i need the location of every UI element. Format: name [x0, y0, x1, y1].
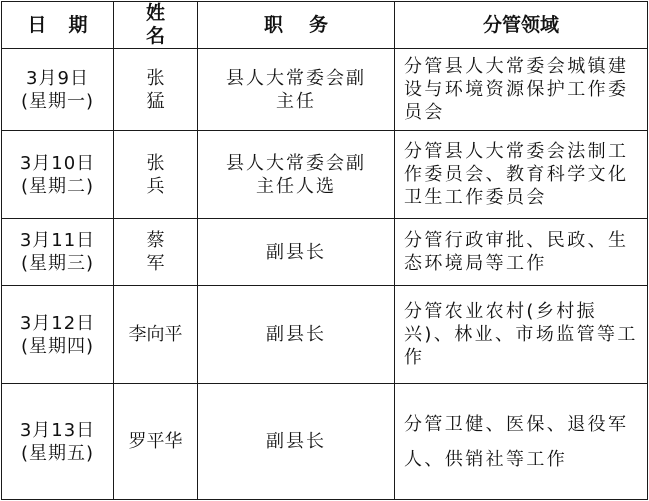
table-row	[2, 384, 648, 500]
name-cell: 罗平华	[114, 384, 198, 500]
date-cell	[2, 49, 114, 131]
position-text: 县人大常委会副	[226, 152, 366, 174]
header-date: 日期	[2, 2, 114, 49]
position-text-continued: 主任人选	[256, 175, 336, 197]
position-text: 副县长	[266, 431, 326, 452]
date-text: 3月12日	[19, 312, 96, 334]
schedule-table	[1, 1, 648, 500]
name-cell: 张兵	[114, 131, 198, 219]
date-text: 3月13日	[19, 419, 96, 441]
position-text: 副县长	[266, 241, 326, 263]
scope-cell: 分管行政审批、民政、生态环境局等工作	[395, 219, 648, 286]
position-cell	[198, 49, 395, 131]
weekday-text: (星期三)	[20, 253, 95, 274]
position-cell	[198, 219, 395, 286]
position-cell	[198, 286, 395, 384]
date-text: 3月11日	[19, 230, 96, 251]
scope-cell: 分管县人大常委会城镇建设与环境资源保护工作委员会	[395, 49, 648, 131]
date-cell	[2, 286, 114, 384]
weekday-text: (星期一)	[20, 90, 95, 112]
table-row	[2, 286, 648, 384]
weekday-text: (星期四)	[20, 335, 95, 357]
header-scope: 分管领域	[395, 2, 648, 49]
position-text-continued: 主任	[276, 90, 316, 112]
scope-cell: 分管县人大常委会法制工作委员会、教育科学文化卫生工作委员会	[395, 131, 648, 219]
position-text: 县人大常委会副	[226, 67, 366, 89]
position-cell	[198, 131, 395, 219]
weekday-text: (星期五)	[20, 442, 95, 464]
table-row	[2, 219, 648, 286]
name-cell: 蔡军	[114, 219, 198, 286]
position-cell	[198, 384, 395, 500]
date-cell	[2, 219, 114, 286]
date-text: 3月10日	[19, 152, 96, 174]
scope-cell: 分管卫健、医保、退役军人、供销社等工作	[395, 384, 648, 500]
date-cell	[2, 131, 114, 219]
table-row	[2, 131, 648, 219]
table-row	[2, 49, 648, 131]
weekday-text: (星期二)	[20, 175, 95, 197]
header-position: 职务	[198, 2, 395, 49]
name-cell: 张猛	[114, 49, 198, 131]
date-text: 3月9日	[26, 67, 89, 89]
scope-cell: 分管农业农村(乡村振兴)、林业、市场监管等工作	[395, 286, 648, 384]
header-row	[2, 2, 648, 49]
name-cell: 李向平	[114, 286, 198, 384]
position-text: 副县长	[266, 324, 326, 345]
header-name: 姓名	[114, 2, 198, 49]
date-cell	[2, 384, 114, 500]
